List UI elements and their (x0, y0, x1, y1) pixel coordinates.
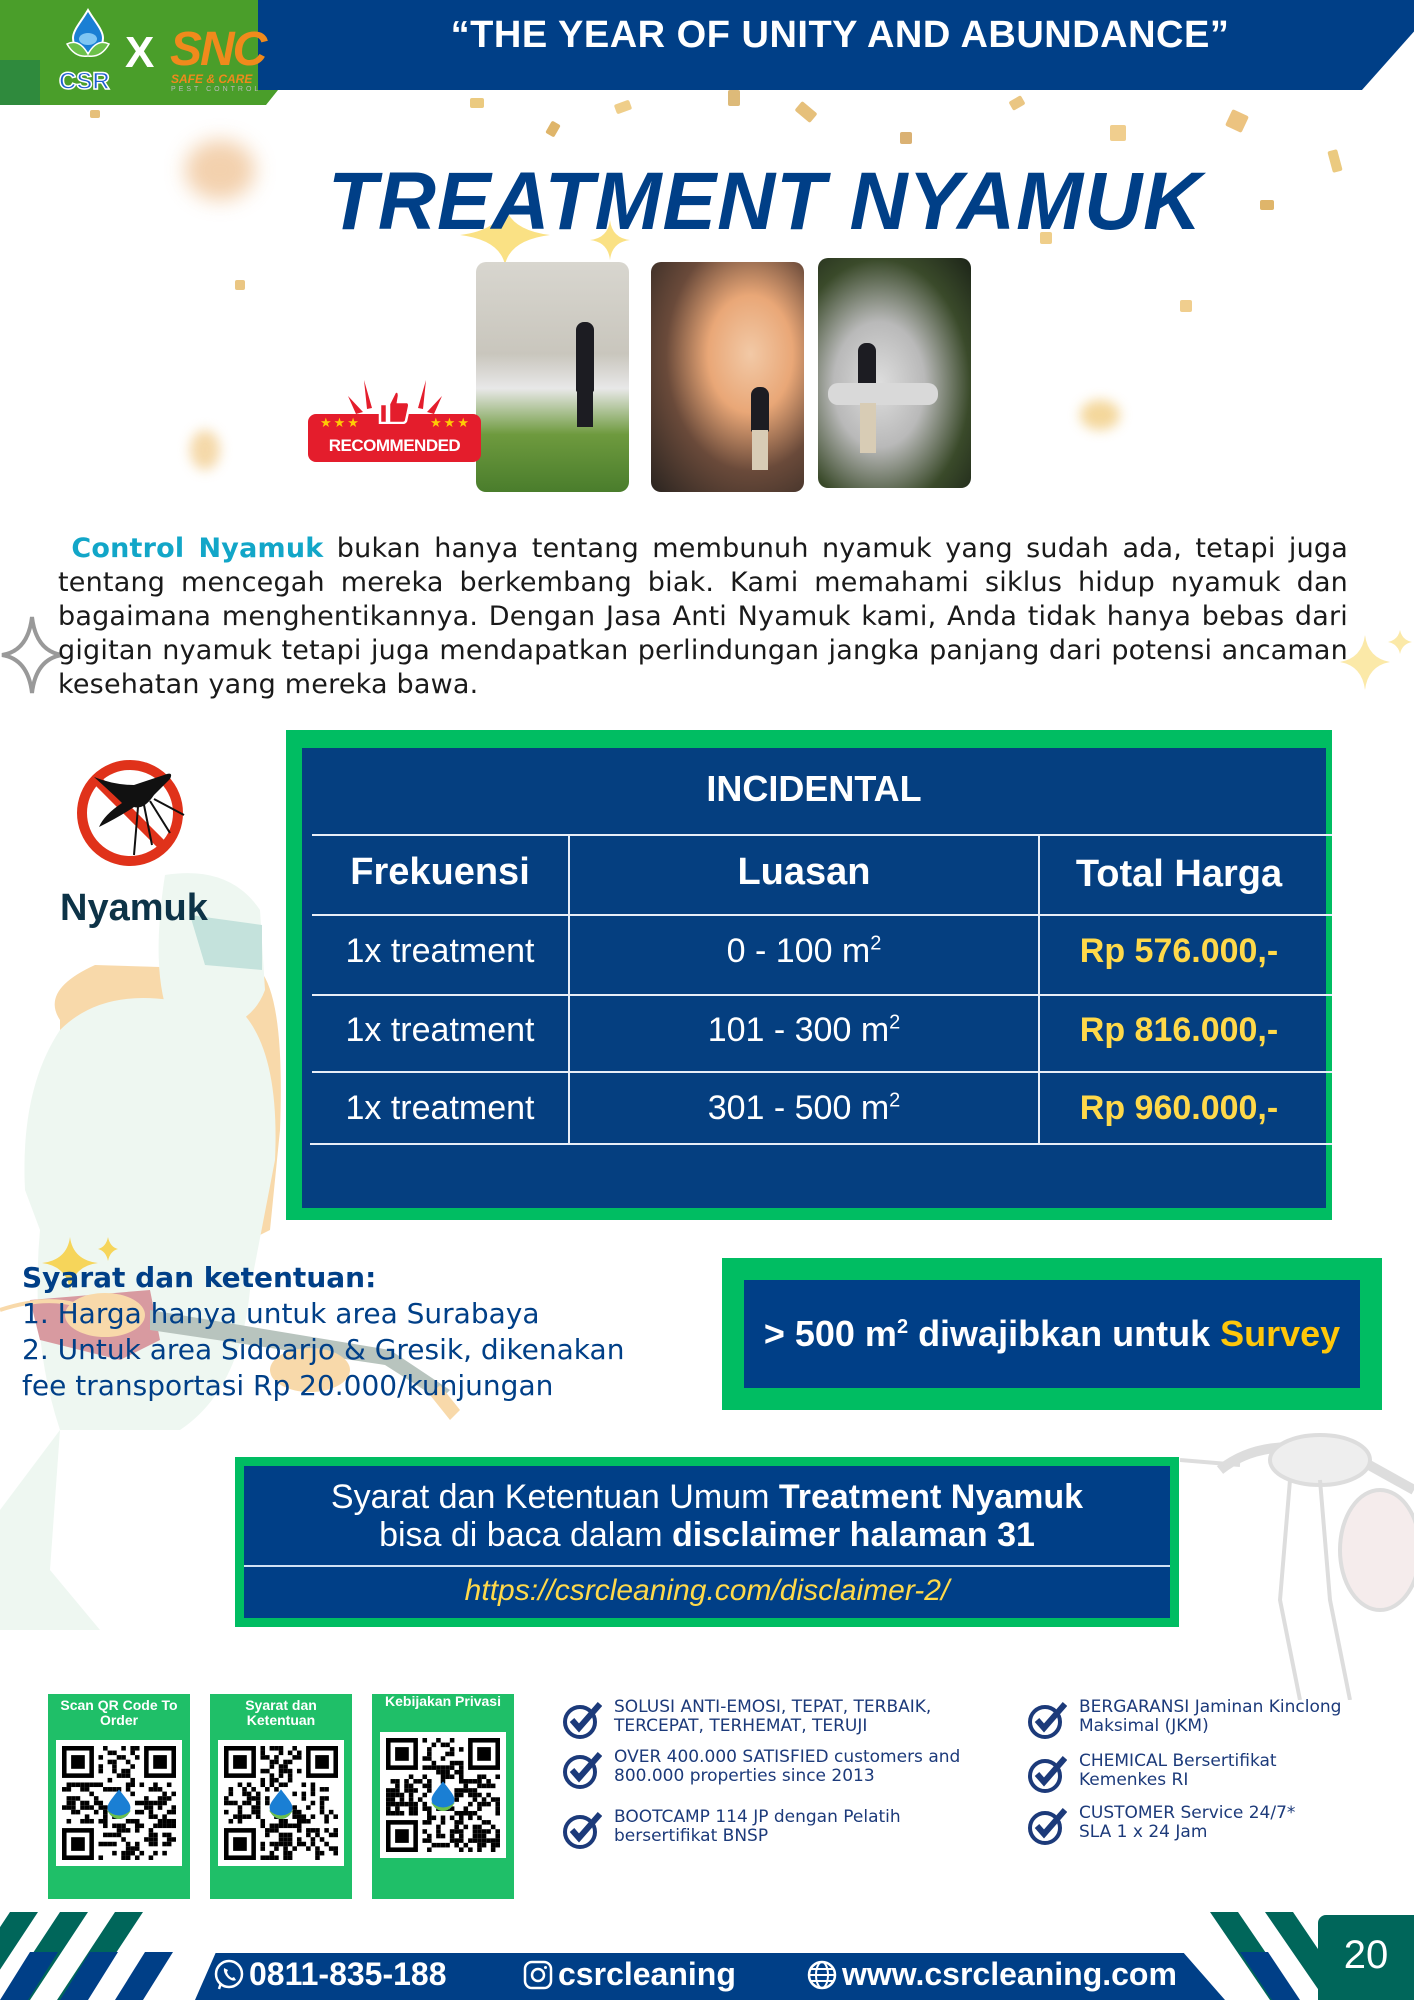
table-divider (312, 914, 1332, 916)
check-circle-icon (562, 1700, 602, 1740)
disclaimer-link[interactable]: https://csrcleaning.com/disclaimer-2/ (464, 1574, 950, 1607)
intro-highlight: Control Nyamuk (71, 533, 324, 564)
qr-code-image (386, 1738, 500, 1852)
table-divider (312, 1071, 1332, 1073)
intro-paragraph (58, 532, 1348, 702)
footer-instagram[interactable] (522, 1956, 736, 1993)
feature-text: BOOTCAMP 114 JP dengan Pelatih bersertifikat BNSP (614, 1807, 901, 1846)
footer-phone[interactable] (213, 1956, 447, 1993)
feature-item (1027, 1804, 1307, 1846)
cell-harga: Rp 576.000,- (1079, 932, 1279, 970)
sparkle-icon (1340, 630, 1414, 700)
feature-item (1027, 1698, 1387, 1740)
cell-frekuensi: 1x treatment (345, 1011, 535, 1049)
qr-label: Kebijakan Privasi (385, 1693, 501, 1709)
header-green-strip (0, 60, 40, 105)
qr-code-image (224, 1746, 338, 1860)
recommended-badge (308, 374, 481, 462)
logo-snc-subtitle: SAFE & CARE (171, 72, 253, 86)
cell-harga: Rp 960.000,- (1079, 1089, 1279, 1127)
footer-stripes-right (1210, 1912, 1320, 2000)
feature-item (562, 1698, 1002, 1740)
disclaimer-line-1: Syarat dan Ketentuan Umum Treatment Nyamuk (330, 1478, 1084, 1516)
footer-website-text: www.csrcleaning.com (842, 1956, 1177, 1992)
footer-phone-text: 0811-835-188 (249, 1956, 447, 1992)
column-header-total-harga: Total Harga (1075, 853, 1283, 895)
footer-instagram-text: csrcleaning (558, 1956, 736, 1992)
check-circle-icon (1027, 1700, 1067, 1740)
survey-highlight: Survey (1220, 1313, 1341, 1354)
feature-item (562, 1808, 1002, 1850)
disclaimer-line-2: bisa di baca dalam disclaimer halaman 31 (379, 1516, 1035, 1554)
globe-icon (806, 1959, 838, 1991)
whatsapp-icon (213, 1959, 245, 1991)
badge-label: RECOMMENDED (328, 436, 461, 455)
logo-snc-text: SNC (170, 23, 266, 76)
instagram-icon (522, 1959, 554, 1991)
terms-title: Syarat dan ketentuan: (22, 1261, 377, 1294)
check-circle-icon (562, 1750, 602, 1790)
terms-item: 1. Harga hanya untuk area Surabaya (22, 1297, 540, 1330)
check-circle-icon (562, 1810, 602, 1850)
table-divider (312, 994, 1332, 996)
feature-text: CHEMICAL Bersertifikat Kemenkes RI (1079, 1751, 1277, 1790)
cell-luasan: 301 - 500 $m^2$ (707, 1089, 901, 1127)
stars-right: ★★★ (430, 415, 471, 430)
header-tagline: “THE YEAR OF UNITY AND ABUNDANCE” (450, 14, 1230, 56)
qr-card-terms[interactable] (210, 1694, 352, 1899)
footer-stripes-left (0, 1912, 200, 2000)
disclaimer-divider (244, 1565, 1170, 1567)
mosquito-outline-illustration (1180, 1400, 1414, 1700)
check-circle-icon (1027, 1806, 1067, 1846)
terms-item: fee transportasi Rp 20.000/kunjungan (22, 1369, 554, 1402)
qr-card-privacy[interactable] (372, 1694, 514, 1899)
qr-label: Syarat dan Ketentuan (245, 1697, 317, 1728)
no-mosquito-icon (74, 755, 192, 873)
page-number: 20 (1318, 1915, 1414, 2000)
feature-text: CUSTOMER Service 24/7* SLA 1 x 24 Jam (1079, 1803, 1296, 1842)
thumbs-up-icon (378, 388, 410, 424)
qr-label: Scan QR Code To Order (60, 1697, 178, 1728)
qr-code[interactable] (56, 1740, 182, 1866)
column-header-frekuensi: Frekuensi (350, 851, 530, 893)
column-header-luasan: Luasan (737, 851, 871, 893)
treatment-photo-3 (818, 258, 971, 488)
sparkle-outline-icon (0, 615, 64, 695)
stars-left: ★★★ (320, 415, 361, 430)
feature-text: SOLUSI ANTI-EMOSI, TEPAT, TERBAIK, TERCEPAT, TERHEMAT, TERUJI (614, 1697, 932, 1736)
feature-item (1027, 1752, 1327, 1794)
table-divider (310, 1143, 1332, 1145)
cell-frekuensi: 1x treatment (345, 932, 535, 970)
terms-item: 2. Untuk area Sidoarjo & Gresik, dikenakan (22, 1333, 625, 1366)
feature-text: OVER 400.000 SATISFIED customers and 800.000 properties since 2013 (614, 1747, 961, 1786)
price-table (302, 748, 1326, 1208)
pest-label: Nyamuk (60, 887, 208, 929)
cell-harga: Rp 816.000,- (1079, 1011, 1279, 1049)
company-logo (55, 6, 295, 96)
qr-code-image (62, 1746, 176, 1860)
feature-text: BERGARANSI Jaminan Kinclong Maksimal (JKM) (1079, 1697, 1342, 1736)
qr-card-order[interactable] (48, 1694, 190, 1899)
check-circle-icon (1027, 1754, 1067, 1794)
cell-luasan: 0 - 100 $m^2$ (726, 932, 882, 970)
treatment-photo-1 (476, 262, 629, 492)
logo-separator: X (125, 28, 155, 77)
page-title: TREATMENT NYAMUK (327, 156, 1203, 247)
table-divider (312, 834, 1332, 836)
price-table-heading: INCIDENTAL (706, 768, 922, 809)
water-drop-icon (63, 8, 113, 58)
logo-snc-subtitle2: PEST CONTROL (171, 86, 262, 93)
cell-luasan: 101 - 300 $m^2$ (707, 1011, 901, 1049)
treatment-photo-2 (651, 262, 804, 492)
qr-code[interactable] (218, 1740, 344, 1866)
footer-website[interactable] (806, 1956, 1177, 1993)
intro-text: bukan hanya tentang membunuh nyamuk yang sudah ada, tetapi juga tentang mencegah mereka berkembang biak. Kami memahami siklus hidup nyamuk dan bagaimana menghentikannya. Dengan Jasa Anti Nyamuk kami, Anda tidak hanya bebas dari gigitan nyamuk tetapi juga mendapatkan perlindungan jangka panjang dari potensi ancaman kesehatan yang mereka bawa. (58, 533, 1348, 700)
feature-item (562, 1748, 1002, 1790)
terms-section (22, 1260, 722, 1404)
cell-frekuensi: 1x treatment (345, 1089, 535, 1127)
logo-csr-text: CSR (59, 68, 110, 95)
qr-code[interactable] (380, 1732, 506, 1858)
survey-notice: > 500 $m^2$ diwajibkan untuk Survey (744, 1280, 1360, 1388)
